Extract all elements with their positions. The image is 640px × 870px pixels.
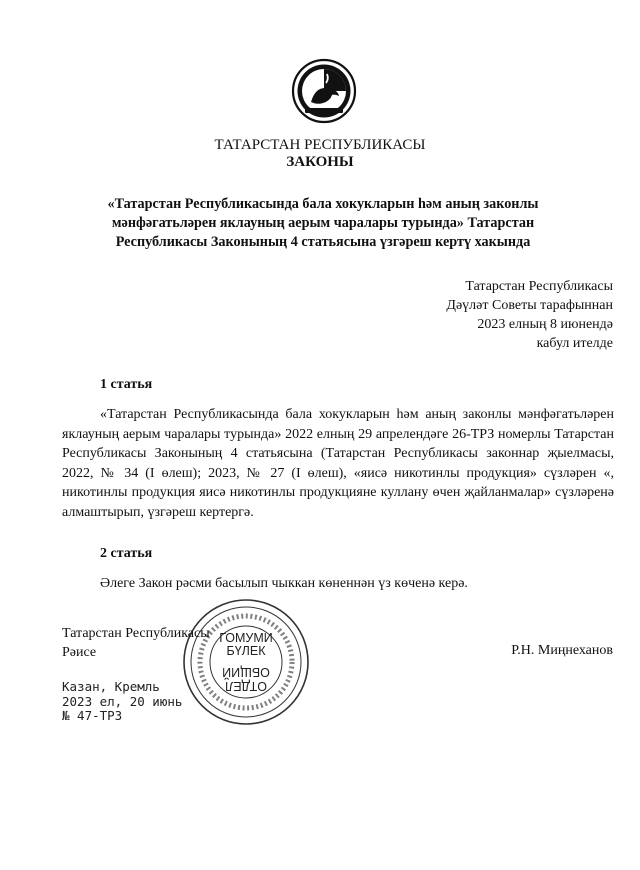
place-city: Казан, Кремль xyxy=(62,679,160,694)
adoption-line: 2023 елның 8 июнендә xyxy=(477,317,613,332)
stamp-line-4: ОБЩИЙ xyxy=(222,665,270,679)
document-type: ЗАКОНЫ xyxy=(286,154,354,170)
subject-line: мәнфәгатьләрен яклауның аерым чаралары турында» Татарстан xyxy=(111,215,535,231)
stamp-line-3: ОТДЕЛ xyxy=(225,679,267,693)
law-number: № 47-ТРЗ xyxy=(62,708,123,723)
coat-of-arms-emblem xyxy=(291,58,357,124)
position-line-1: Татарстан Республикасы xyxy=(62,626,210,641)
signatory-name: Р.Н. Миңнеханов xyxy=(511,643,613,658)
article-2-text: Әлеге Закон рәсми басылып чыккан көненнән үз көченә керә. xyxy=(100,576,468,591)
official-stamp xyxy=(180,596,312,728)
law-subject xyxy=(80,195,566,252)
adoption-line: кабул ителде xyxy=(536,336,613,351)
place-date: 2023 ел, 20 июнь xyxy=(62,693,183,709)
article-2-title: 2 статья xyxy=(100,546,153,561)
stamp-line-1: ГОМУМИ xyxy=(219,631,273,645)
article-1-title: 1 статья xyxy=(100,377,153,392)
signatory-position xyxy=(62,624,210,662)
republic-title: ТАТАРСТАН РЕСПУБЛИКАСЫ xyxy=(214,137,426,153)
subject-line: «Татарстан Республикасында бала хокукларын һәм аның законлы xyxy=(107,196,539,212)
stamp-line-2: БҮЛЕК xyxy=(226,644,266,658)
place-date-number xyxy=(62,680,182,724)
adoption-line: Татарстан Республикасы xyxy=(465,279,613,294)
article-1-text: «Татарстан Республикасында бала хокукларын һәм аның законлы мәнфәгатьләрен яклауның аерым чаралары турында» 2022 елның 29 апрелендәге 26-ТРЗ номерлы Татарстан Республикасы Законының 4 статьясына (Татарстан Республикасы законнар җыелмасы, 2022, № 34 (I өлеш); 2023, № 27 (I өлеш), «яисә никотинлы продукция» сүзләрен «, никотинлы продукция яисә никотинлы продукцияне куллану өчен җайланмалар» сүзләренә алмаштырып, үзгәреш кертергә. xyxy=(62,407,614,520)
adoption-note xyxy=(446,277,613,353)
adoption-line: Дәүләт Советы тарафыннан xyxy=(446,298,613,313)
position-line-2: Рәисе xyxy=(62,645,97,660)
subject-line: Республикасы Законының 4 статьясына үзгәреш кертү хакында xyxy=(115,234,531,250)
